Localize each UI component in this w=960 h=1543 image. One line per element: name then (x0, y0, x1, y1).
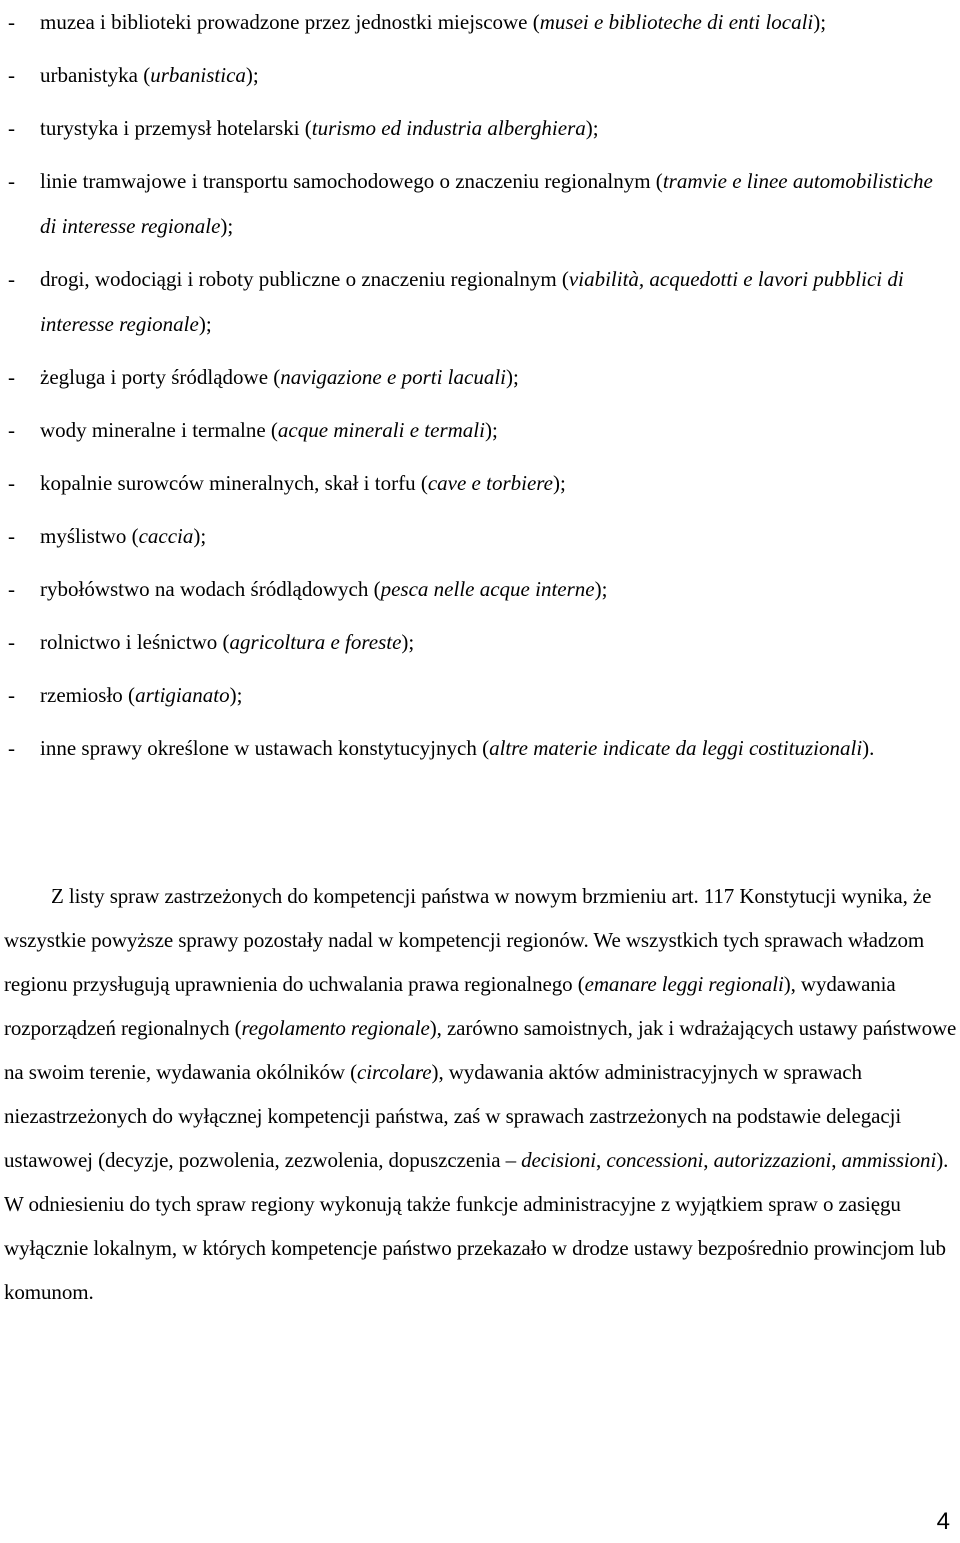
item-text: wody mineralne i termalne ( (40, 418, 278, 442)
item-tail: ); (813, 10, 827, 34)
list-dash: - (8, 10, 15, 34)
item-italic-term: acque minerali e termali (277, 418, 485, 442)
paragraph-italic-term: regolamento regionale (241, 1016, 430, 1040)
item-tail: ). (862, 736, 875, 760)
list-item (0, 355, 960, 400)
list-dash: - (8, 418, 15, 442)
list-item (0, 257, 960, 347)
item-italic-term: caccia (138, 524, 194, 548)
item-tail: ); (484, 418, 498, 442)
item-text: myślistwo ( (40, 524, 139, 548)
list-item (0, 673, 960, 718)
paragraph-segment: ). W odniesieniu do tych spraw regiony wykonują także funkcje administracyjne z wyjątkiem spraw o zasięgu wyłącznie lokalnym, w których kompetencje państwo przekazało w drodze ustawy bezpośrednio prowincjom lub komunom. (4, 1148, 949, 1304)
item-text: inne sprawy określone w ustawach konstytucyjnych ( (40, 736, 490, 760)
list-item (0, 106, 960, 151)
item-text: rolnictwo i leśnictwo ( (40, 630, 230, 654)
item-tail: ); (198, 312, 212, 336)
item-text: kopalnie surowców mineralnych, skał i torfu ( (40, 471, 428, 495)
list-dash: - (8, 116, 15, 140)
paragraph-segment: ), wydawania aktów administracyjnych w sprawach niezastrzeżonych do wyłącznej kompetencji państwa, zaś w sprawach zastrzeżonych na podstawie delegacji ustawowej (decyzje, pozwolenia, zezwolenia, dopuszczenia – (4, 1060, 902, 1172)
item-italic-term: pesca nelle acque interne (380, 577, 595, 601)
item-italic-term: artigianato (135, 683, 230, 707)
item-text: muzea i biblioteki prowadzone przez jednostki miejscowe ( (40, 10, 540, 34)
item-tail: ); (594, 577, 608, 601)
item-tail: ); (401, 630, 415, 654)
item-text: żegluga i porty śródlądowe ( (40, 365, 281, 389)
list-dash: - (8, 471, 15, 495)
item-tail: ); (506, 365, 519, 389)
item-italic-term: altre materie indicate da leggi costituzionali (489, 736, 863, 760)
list-dash: - (8, 577, 15, 601)
list-item (0, 159, 960, 249)
item-italic-term: cave e torbiere (427, 471, 553, 495)
paragraph-italic-term: emanare leggi regionali (584, 972, 784, 996)
list-dash: - (8, 683, 15, 707)
item-text: rybołówstwo na wodach śródlądowych ( (40, 577, 381, 601)
paragraph-italic-term: circolare (357, 1060, 432, 1084)
paragraph-italic-term: ammissioni (841, 1148, 937, 1172)
item-italic-term: navigazione e porti lacuali (280, 365, 506, 389)
list-item (0, 461, 960, 506)
paragraph-italic-term: autorizzazioni (713, 1148, 832, 1172)
list-dash: - (8, 736, 15, 760)
item-text: drogi, wodociągi i roboty publiczne o znaczeniu regionalnym ( (40, 267, 569, 291)
page-number: 4 (936, 1508, 950, 1535)
paragraph-segment: , (703, 1148, 714, 1172)
list-item (0, 514, 960, 559)
paragraph-segment: , (831, 1148, 842, 1172)
list-dash: - (8, 63, 15, 87)
item-tail: ); (220, 214, 234, 238)
item-italic-term: turismo ed industria alberghiera (311, 116, 586, 140)
list-item (0, 53, 960, 98)
item-tail: ); (245, 63, 259, 87)
item-italic-term: urbanistica (150, 63, 246, 87)
list-item (0, 567, 960, 612)
list-dash: - (8, 630, 15, 654)
item-text: linie tramwajowe i transportu samochodowego o znaczeniu regionalnym ( (40, 169, 663, 193)
list-dash: - (8, 267, 15, 291)
item-tail: ); (229, 683, 243, 707)
paragraph-segment: ), wydawania rozporządzeń regionalnych ( (4, 972, 896, 1040)
item-italic-term: agricoltura e foreste (229, 630, 402, 654)
list-item (0, 0, 960, 45)
paragraph-segment: , (596, 1148, 607, 1172)
list-item (0, 620, 960, 665)
item-text: rzemiosło ( (40, 683, 136, 707)
list-item (0, 408, 960, 453)
item-tail: ); (585, 116, 599, 140)
list-dash: - (8, 524, 15, 548)
paragraph-segment: Z listy spraw zastrzeżonych do kompetencji państwa w nowym brzmieniu art. 117 Konstytucji wynika, że wszystkie powyższe sprawy pozostały nadal w kompetencji regionów. We wszystkich tych sprawach władzom regionu przysługują uprawnienia do uchwalania prawa regionalnego ( (4, 884, 932, 996)
list-item (0, 726, 960, 771)
list-dash: - (8, 169, 15, 193)
item-italic-term: musei e biblioteche di enti locali (539, 10, 814, 34)
item-text: turystyka i przemysł hotelarski ( (40, 116, 312, 140)
item-tail: ); (193, 524, 207, 548)
list-dash: - (8, 365, 15, 389)
paragraph-italic-term: decisioni (521, 1148, 597, 1172)
body-paragraph (4, 874, 958, 1314)
paragraph-segment: ), zarówno samoistnych, jak i wdrażających ustawy państwowe na swoim terenie, wydawania okólników ( (4, 1016, 957, 1084)
item-italic-term: viabilità, acquedotti e lavori pubblici di interesse regionale (40, 267, 904, 336)
item-tail: ); (553, 471, 566, 495)
paragraph-italic-term: concessioni (606, 1148, 704, 1172)
item-italic-term: tramvie e linee automobilistiche di interesse regionale (40, 169, 933, 238)
item-text: urbanistyka ( (40, 63, 151, 87)
